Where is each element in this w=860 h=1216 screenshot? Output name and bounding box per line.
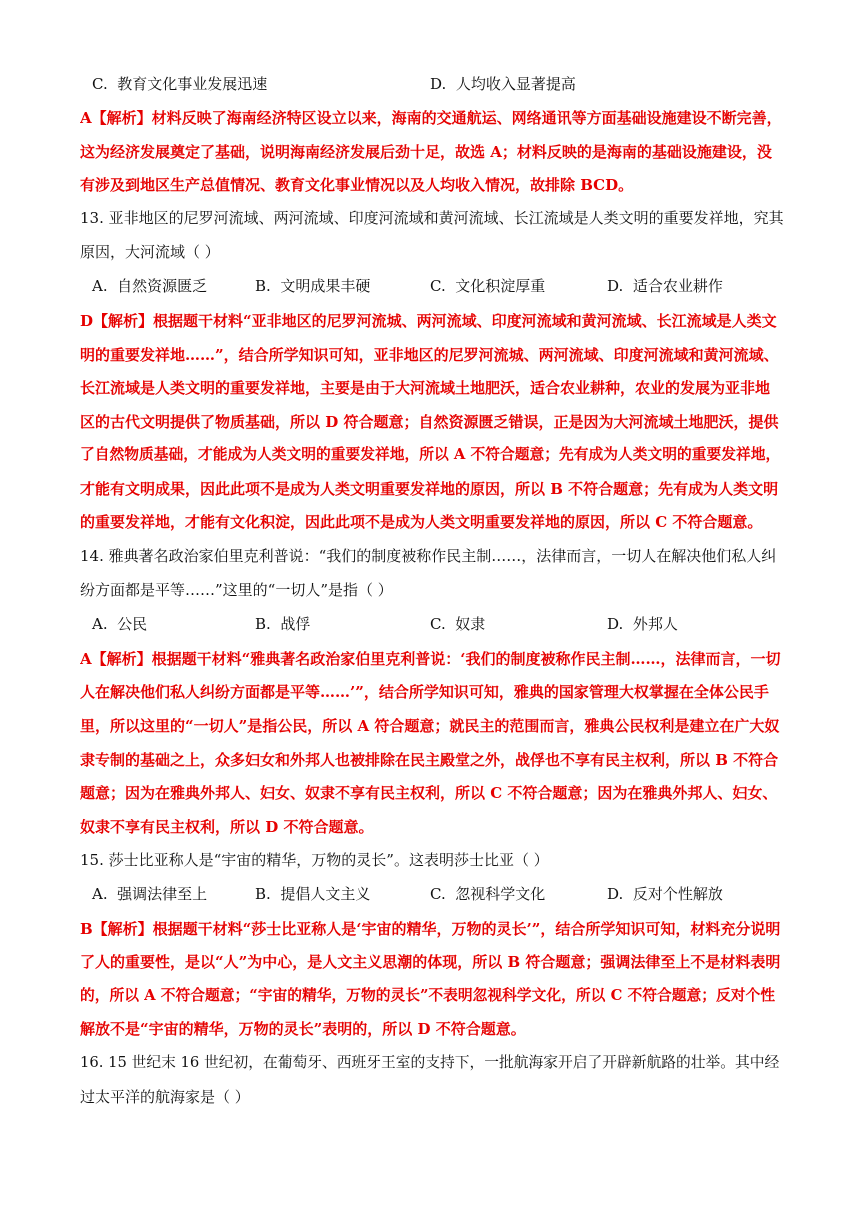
q14-analysis-line: 里，所以这里的“一切人”是指公民，所以 A 符合题意；就民主的范围而言，雅典公民权利是建立在广大奴	[80, 717, 780, 735]
q16-stem-line: 过太平洋的航海家是（ ）	[80, 1088, 250, 1106]
q12-analysis-line: 有涉及到地区生产总值情况、教育文化事业情况以及人均收入情况，故排除 BCD。	[80, 176, 634, 194]
q12-option-d: D. 人均收入显著提高	[430, 75, 576, 93]
q14-analysis-line: 人在解决他们私人纠纷方面都是平等……’”，结合所学知识可知，雅典的国家管理大权掌握在全体公民手	[80, 683, 769, 701]
q15-option-c: C. 忽视科学文化	[430, 885, 546, 903]
q14-analysis-line: 奴隶不享有民主权利，所以 D 不符合题意。	[80, 818, 374, 836]
q14-option-c: C. 奴隶	[430, 615, 486, 633]
q13-analysis-line: 了自然物质基础，才能成为人类文明的重要发祥地，所以 A 不符合题意；先有成为人类文明的重要发祥地，	[80, 446, 781, 463]
q13-option-b: B. 文明成果丰硬	[255, 277, 371, 295]
q15-analysis-line: 的，所以 A 不符合题意；“宇宙的精华，万物的灵长”不表明忽视科学文化，所以 C 不符合题意；反对个性	[80, 987, 775, 1004]
q15-analysis-line: 了人的重要性，是以“人”为中心，是人文主义思潮的体现，所以 B 符合题意；强调法律至上不是材料表明	[80, 953, 781, 971]
q13-analysis-line: 长江流域是人类文明的重要发祥地，主要是由于大河流域土地肥沃，适合农业耕种，农业的发展为亚非地	[80, 379, 771, 397]
q12-analysis-line: A【解析】材料反映了海南经济特区设立以来，海南的交通航运、网络通讯等方面基础设施建设不断完善，	[80, 109, 782, 127]
q13-option-c: C. 文化积淀厚重	[430, 277, 546, 295]
q13-stem-line: 原因，大河流域（ ）	[80, 243, 220, 261]
q15-option-a: A. 强调法律至上	[92, 885, 208, 903]
q13-analysis-line: 的重要发祥地，才能有文化积淀，因此此项不是成为人类文明重要发祥地的原因，所以 C 不符合题意。	[80, 513, 763, 531]
q15-option-d: D. 反对个性解放	[607, 885, 723, 903]
q14-option-b: B. 战俘	[255, 615, 311, 633]
q15-analysis-line: 解放不是“宇宙的精华，万物的灵长”表明的，所以 D 不符合题意。	[80, 1020, 526, 1038]
q13-analysis-line: 区的古代文明提供了物质基础，所以 D 符合题意；自然资源匮乏错误，正是因为大河流域土地肥沃，提供	[80, 413, 779, 431]
q15-option-b: B. 提倡人文主义	[255, 885, 371, 903]
q14-analysis-line: A【解析】根据题干材料“雅典著名政治家伯里克利普说：‘我们的制度被称作民主制……，法律而言，一切	[80, 650, 781, 668]
q13-option-a: A. 自然资源匮乏	[92, 277, 208, 295]
q13-option-d: D. 适合农业耕作	[607, 277, 723, 295]
q16-stem-line: 16. 15 世纪末 16 世纪初，在葡萄牙、西班牙王室的支持下，一批航海家开启了开辟新航路的壮举。其中经	[80, 1054, 780, 1071]
q14-option-d: D. 外邦人	[607, 615, 678, 633]
q14-stem-line: 14. 雅典著名政治家伯里克利普说：“我们的制度被称作民主制……，法律而言，一切人在解决他们私人纠	[80, 547, 777, 565]
q12-option-c: C. 教育文化事业发展迅速	[92, 75, 268, 93]
q12-analysis-line: 这为经济发展奠定了基础，说明海南经济发展后劲十足，故选 A；材料反映的是海南的基础设施建设，没	[80, 143, 772, 161]
q15-analysis-line: B【解析】根据题干材料“莎士比亚称人是‘宇宙的精华，万物的灵长’”，结合所学知识可知，材料充分说明	[80, 920, 781, 938]
q14-analysis-line: 隶专制的基础之上，众多妇女和外邦人也被排除在民主殿堂之外，战俘也不享有民主权利，所以 B 不符合	[80, 751, 779, 769]
q13-analysis-line: 明的重要发祥地……”，结合所学知识可知，亚非地区的尼罗河流城、两河流域、印度河流域和黄河流域、	[80, 346, 779, 364]
q14-option-a: A. 公民	[92, 615, 148, 633]
q13-stem-line: 13. 亚非地区的尼罗河流域、两河流域、印度河流域和黄河流域、长江流域是人类文明的重要发祥地，究其	[80, 209, 784, 227]
q13-analysis-line: D【解析】根据题干材料“亚非地区的尼罗河流城、两河流域、印度河流域和黄河流域、长江流域是人类文	[80, 312, 777, 330]
q13-analysis-line: 才能有文明成果，因此此项不是成为人类文明重要发祥地的原因，所以 B 不符合题意；先有成为人类文明	[80, 480, 779, 498]
q15-stem-line: 15. 莎士比亚称人是“宇宙的精华，万物的灵长”。这表明莎士比亚（ ）	[80, 851, 549, 869]
q14-stem-line: 纷方面都是平等……”这里的“一切人”是指（ ）	[80, 581, 393, 599]
q14-analysis-line: 题意；因为在雅典外邦人、妇女、奴隶不享有民主权利，所以 C 不符合题意；因为在雅典外邦人、妇女、	[80, 784, 778, 802]
